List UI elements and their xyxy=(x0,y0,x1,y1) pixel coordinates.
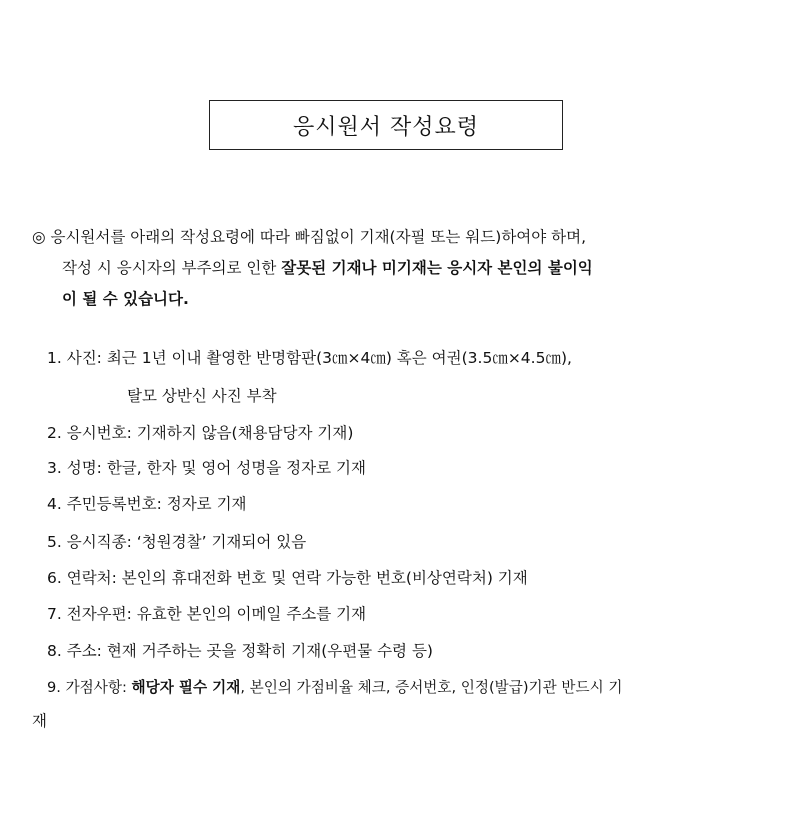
list-item-photo-continued xyxy=(127,385,277,407)
list-item-text-continued: 탈모 상반신 사진 부착 xyxy=(127,387,277,405)
list-item-text-suffix: , 본인의 가점비율 체크, 증서번호, 인정(발급)기관 반드시 기 xyxy=(240,679,623,696)
list-item-number: 9. xyxy=(47,679,61,696)
list-item-text-bold: 해당자 필수 기재 xyxy=(131,679,241,696)
list-item-bonus-points-continued xyxy=(32,710,47,732)
intro-line-2-normal: 작성 시 응시자의 부주의로 인한 xyxy=(62,259,282,277)
list-item-text: 주민등록번호: 정자로 기재 xyxy=(66,495,247,513)
list-item-number: 8. xyxy=(47,642,62,660)
list-item-email xyxy=(47,603,366,625)
list-item-photo xyxy=(47,347,572,369)
title-text: 응시원서 작성요령 xyxy=(292,114,479,140)
list-item-application-number xyxy=(47,422,353,444)
list-item-address xyxy=(47,640,433,662)
intro-line-2 xyxy=(32,253,772,284)
intro-line-1-text: 응시원서를 아래의 작성요령에 따라 빠짐없이 기재(자필 또는 워드)하여야 하며, xyxy=(50,228,587,246)
list-item-name xyxy=(47,457,366,479)
list-item-text: 성명: 한글, 한자 및 영어 성명을 정자로 기재 xyxy=(66,459,366,477)
list-item-text-continued: 재 xyxy=(32,712,47,730)
list-item-job-type xyxy=(47,531,306,553)
list-item-resident-number xyxy=(47,493,247,515)
list-item-number: 3. xyxy=(47,459,62,477)
list-item-text: 응시번호: 기재하지 않음(채용담당자 기재) xyxy=(66,424,354,442)
list-item-contact xyxy=(47,567,528,589)
list-item-text: 주소: 현재 거주하는 곳을 정확히 기재(우편물 수령 등) xyxy=(66,642,433,660)
bullet-marker-icon: ◎ xyxy=(32,228,46,246)
list-item-number: 7. xyxy=(47,605,62,623)
list-item-number: 5. xyxy=(47,533,62,551)
list-item-text: 전자우편: 유효한 본인의 이메일 주소를 기재 xyxy=(66,605,367,623)
list-item-text: 응시직종: ‘청원경찰’ 기재되어 있음 xyxy=(66,533,307,551)
intro-line-1 xyxy=(32,222,772,253)
list-item-number: 4. xyxy=(47,495,62,513)
document-title xyxy=(209,100,563,150)
list-item-text-prefix: 가점사항: xyxy=(65,679,132,696)
intro-line-2-bold: 잘못된 기재나 미기재는 응시자 본인의 불이익 xyxy=(281,259,593,277)
list-item-bonus-points xyxy=(47,677,622,699)
list-item-number: 6. xyxy=(47,569,62,587)
intro-notice xyxy=(32,222,772,315)
intro-line-3-bold: 이 될 수 있습니다. xyxy=(62,290,189,308)
list-item-number: 1. xyxy=(47,349,62,367)
list-item-text: 사진: 최근 1년 이내 촬영한 반명함판(3㎝×4㎝) 혹은 여권(3.5㎝×4.5㎝), xyxy=(66,349,572,367)
list-item-text: 연락처: 본인의 휴대전화 번호 및 연락 가능한 번호(비상연락처) 기재 xyxy=(66,569,528,587)
intro-line-3 xyxy=(32,284,772,315)
list-item-number: 2. xyxy=(47,424,62,442)
